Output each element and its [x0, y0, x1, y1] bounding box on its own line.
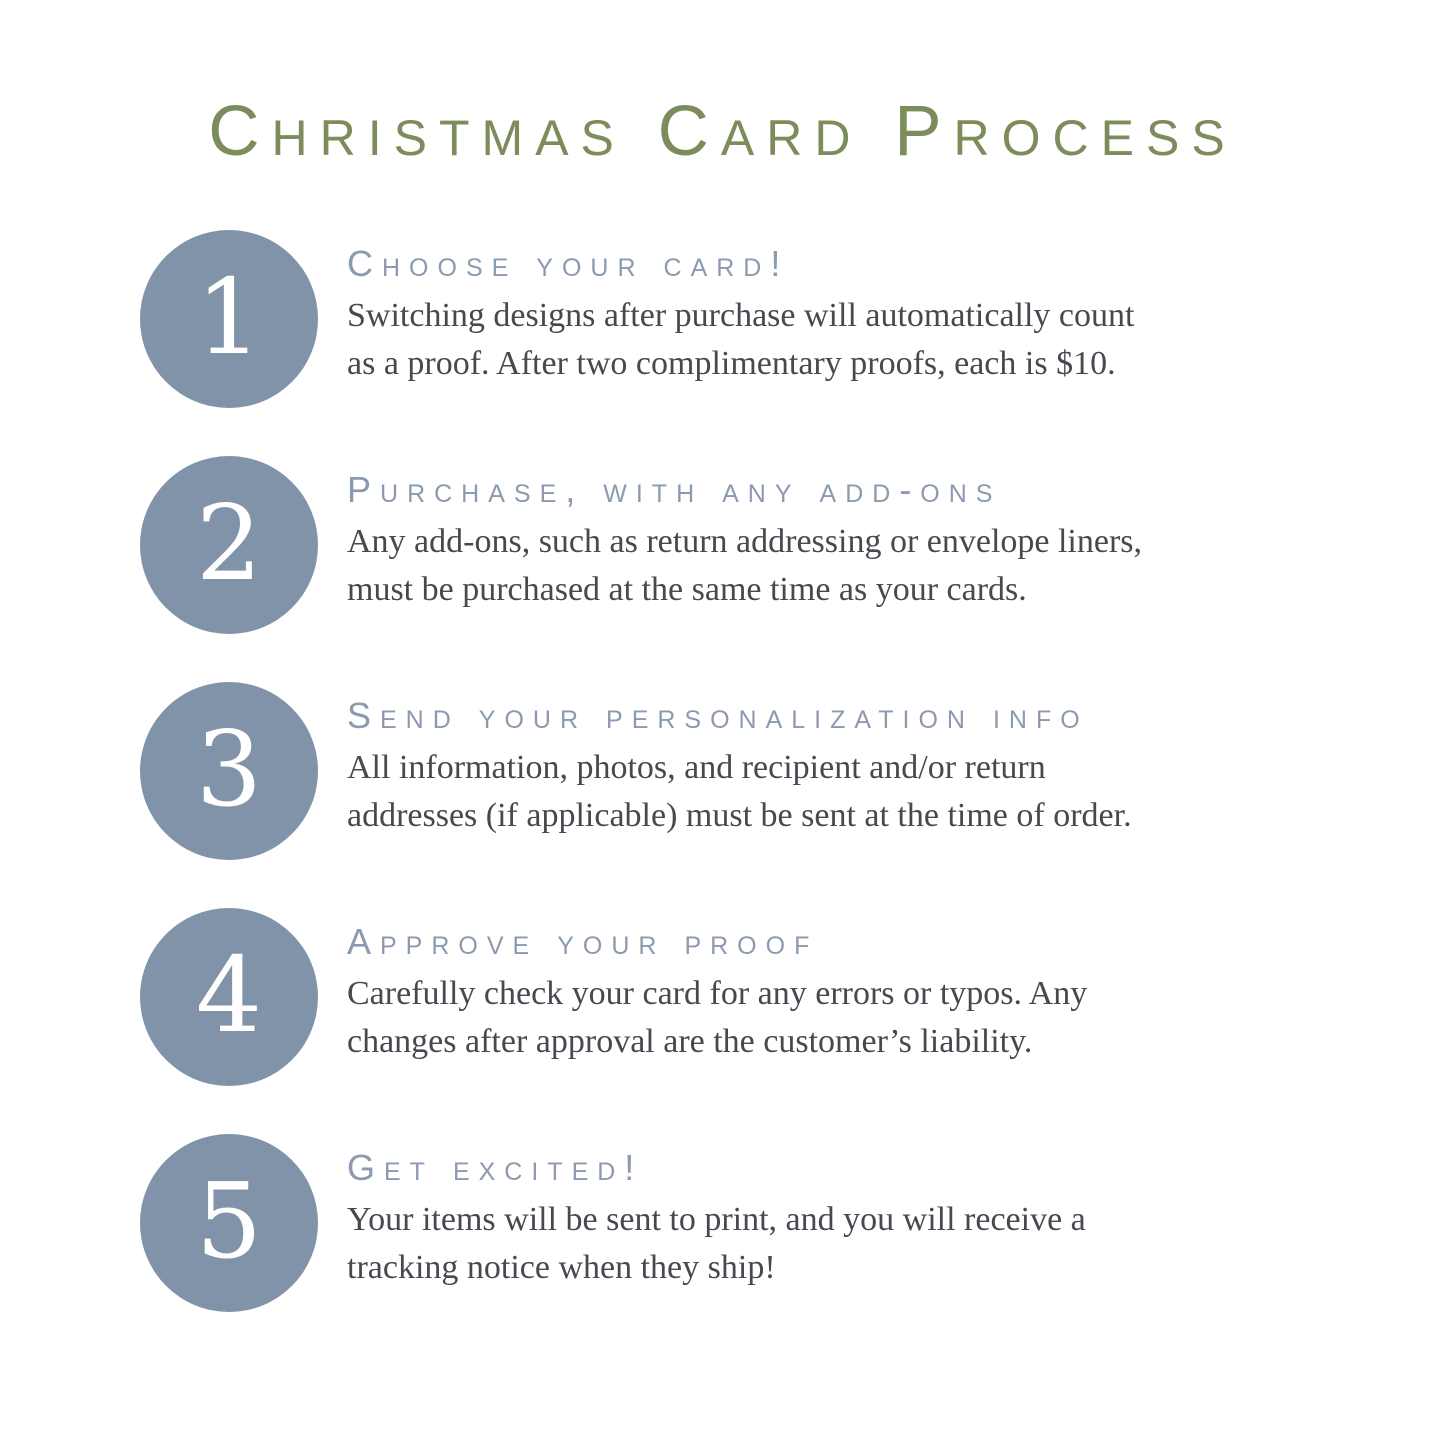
- step-2-number: 2: [195, 482, 263, 604]
- step-5-number: 5: [195, 1160, 263, 1282]
- step-4-body-line-2: changes after approval are the customer’s liability.: [347, 1023, 1033, 1060]
- step-5-heading: Get excited!: [347, 1147, 644, 1188]
- step-3-body-line-2: addresses (if applicable) must be sent at the time of order.: [347, 797, 1132, 834]
- step-1-body-line-2: as a proof. After two complimentary proofs, each is $10.: [347, 345, 1116, 382]
- step-2-text: [347, 456, 1142, 614]
- step-3: [140, 682, 1132, 860]
- step-5-number-circle: [140, 1134, 318, 1312]
- step-1: [140, 230, 1134, 408]
- step-1-text: [347, 230, 1134, 388]
- step-3-heading: Send your personalization info: [347, 695, 1089, 736]
- step-1-number: 1: [195, 256, 263, 378]
- step-2-body-line-1: Any add-ons, such as return addressing or envelope liners,: [347, 523, 1143, 560]
- step-3-body-line-1: All information, photos, and recipient and/or return: [347, 749, 1046, 786]
- step-3-number-circle: [140, 682, 318, 860]
- step-5-text: [347, 1134, 1086, 1292]
- step-1-heading: Choose your card!: [347, 243, 790, 284]
- step-2-heading: Purchase, with any add-ons: [347, 469, 1002, 510]
- step-4-text: [347, 908, 1087, 1066]
- step-3-text: [347, 682, 1132, 840]
- step-4-body-line-1: Carefully check your card for any errors or typos. Any: [347, 975, 1088, 1012]
- step-5: [140, 1134, 1086, 1312]
- step-5-body-line-2: tracking notice when they ship!: [347, 1249, 776, 1286]
- step-1-body: [347, 292, 1134, 388]
- step-1-body-line-1: Switching designs after purchase will automatically count: [347, 297, 1135, 334]
- page-title: Christmas Card Process: [208, 92, 1237, 171]
- step-2-body-line-2: must be purchased at the same time as your cards.: [347, 571, 1027, 608]
- step-4-body: [347, 970, 1087, 1066]
- step-5-body: [347, 1196, 1086, 1292]
- step-5-body-line-1: Your items will be sent to print, and you will receive a: [347, 1201, 1086, 1238]
- step-4: [140, 908, 1087, 1086]
- step-3-number: 3: [195, 708, 263, 830]
- step-3-body: [347, 744, 1132, 840]
- step-2: [140, 456, 1142, 634]
- step-2-number-circle: [140, 456, 318, 634]
- step-4-number: 4: [195, 934, 263, 1056]
- step-1-number-circle: [140, 230, 318, 408]
- step-4-heading: Approve your proof: [347, 921, 819, 962]
- step-4-number-circle: [140, 908, 318, 1086]
- step-2-body: [347, 518, 1142, 614]
